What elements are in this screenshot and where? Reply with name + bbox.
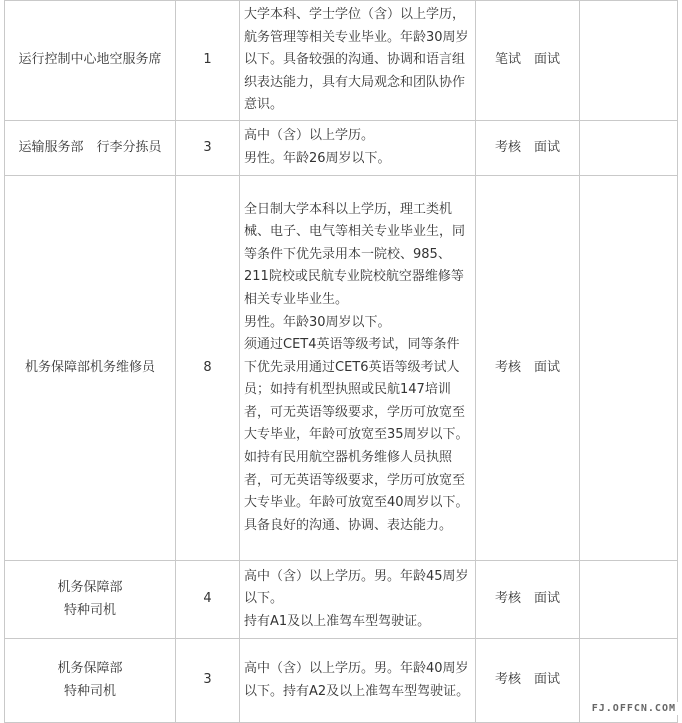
requirement-text: 全日制大学本科以上学历，理工类机械、电子、电气等相关专业毕业生，同等条件下优先录用本一院校、985、211院校或民航专业院校航空器维修等相关专业毕业生。 (244, 201, 466, 307)
method-cell: 考核 面试 (476, 561, 580, 639)
position-line: 机务保障部 (57, 579, 123, 595)
position-cell: 机务保障部机务维修员 (5, 176, 176, 561)
method-cell: 笔试 面试 (476, 1, 580, 121)
position-cell: 运输服务部 行李分拣员 (5, 121, 176, 176)
requirements-cell (240, 1, 476, 121)
position-cell (5, 639, 176, 723)
position-cell (5, 561, 176, 639)
remarks-cell (580, 121, 678, 176)
count-cell: 4 (176, 561, 240, 639)
requirement-text: 如持有民用航空器机务维修人员执照者，可无英语等级要求，学历可放宽至大专毕业。年龄可放宽至40周岁以下。具备良好的沟通、协调、表达能力。 (244, 450, 469, 533)
requirement-text: 大学本科、学士学位（含）以上学历，航务管理等相关专业毕业。年龄30周岁以下。具备较强的沟通、协调和语言组织表达能力，具有大局观念和团队协作意识。 (244, 7, 469, 113)
site-watermark: FJ.OFFCN.COM (591, 703, 676, 714)
table-row (5, 1, 678, 121)
requirement-text: 持有A1及以上准驾车型驾驶证。 (244, 613, 431, 629)
requirement-text: 高中（含）以上学历。男。年龄40周岁以下。持有A2及以上准驾车型驾驶证。 (244, 660, 470, 699)
count-cell: 1 (176, 1, 240, 121)
requirements-cell (240, 121, 476, 176)
count-cell: 8 (176, 176, 240, 561)
requirements-cell (240, 561, 476, 639)
remarks-cell (580, 1, 678, 121)
table-row (5, 121, 678, 176)
position-line: 特种司机 (63, 602, 116, 618)
position-line: 特种司机 (63, 683, 116, 699)
table-row (5, 176, 678, 561)
requirement-text: 男性。年龄30周岁以下。 (244, 314, 391, 330)
count-cell: 3 (176, 639, 240, 723)
position-line: 机务保障部 (57, 660, 123, 676)
requirements-cell (240, 176, 476, 561)
remarks-cell (580, 561, 678, 639)
position-cell: 运行控制中心地空服务席 (5, 1, 176, 121)
method-cell: 考核 面试 (476, 639, 580, 723)
remarks-cell (580, 176, 678, 561)
recruitment-table (4, 0, 678, 723)
requirements-cell (240, 639, 476, 723)
method-cell: 考核 面试 (476, 176, 580, 561)
method-cell: 考核 面试 (476, 121, 580, 176)
table-row (5, 561, 678, 639)
requirement-text: 高中（含）以上学历。 (244, 128, 375, 144)
requirement-text: 高中（含）以上学历。男。年龄45周岁以下。 (244, 568, 469, 607)
table-row (5, 639, 678, 723)
requirement-text: 须通过CET4英语等级考试，同等条件下优先录用通过CET6英语等级考试人员；如持有机型执照或民航147培训者，可无英语等级要求，学历可放宽至大专毕业，年龄可放宽至35周岁以下。 (244, 337, 469, 443)
requirement-text: 男性。年龄26周岁以下。 (244, 151, 391, 166)
count-cell: 3 (176, 121, 240, 176)
